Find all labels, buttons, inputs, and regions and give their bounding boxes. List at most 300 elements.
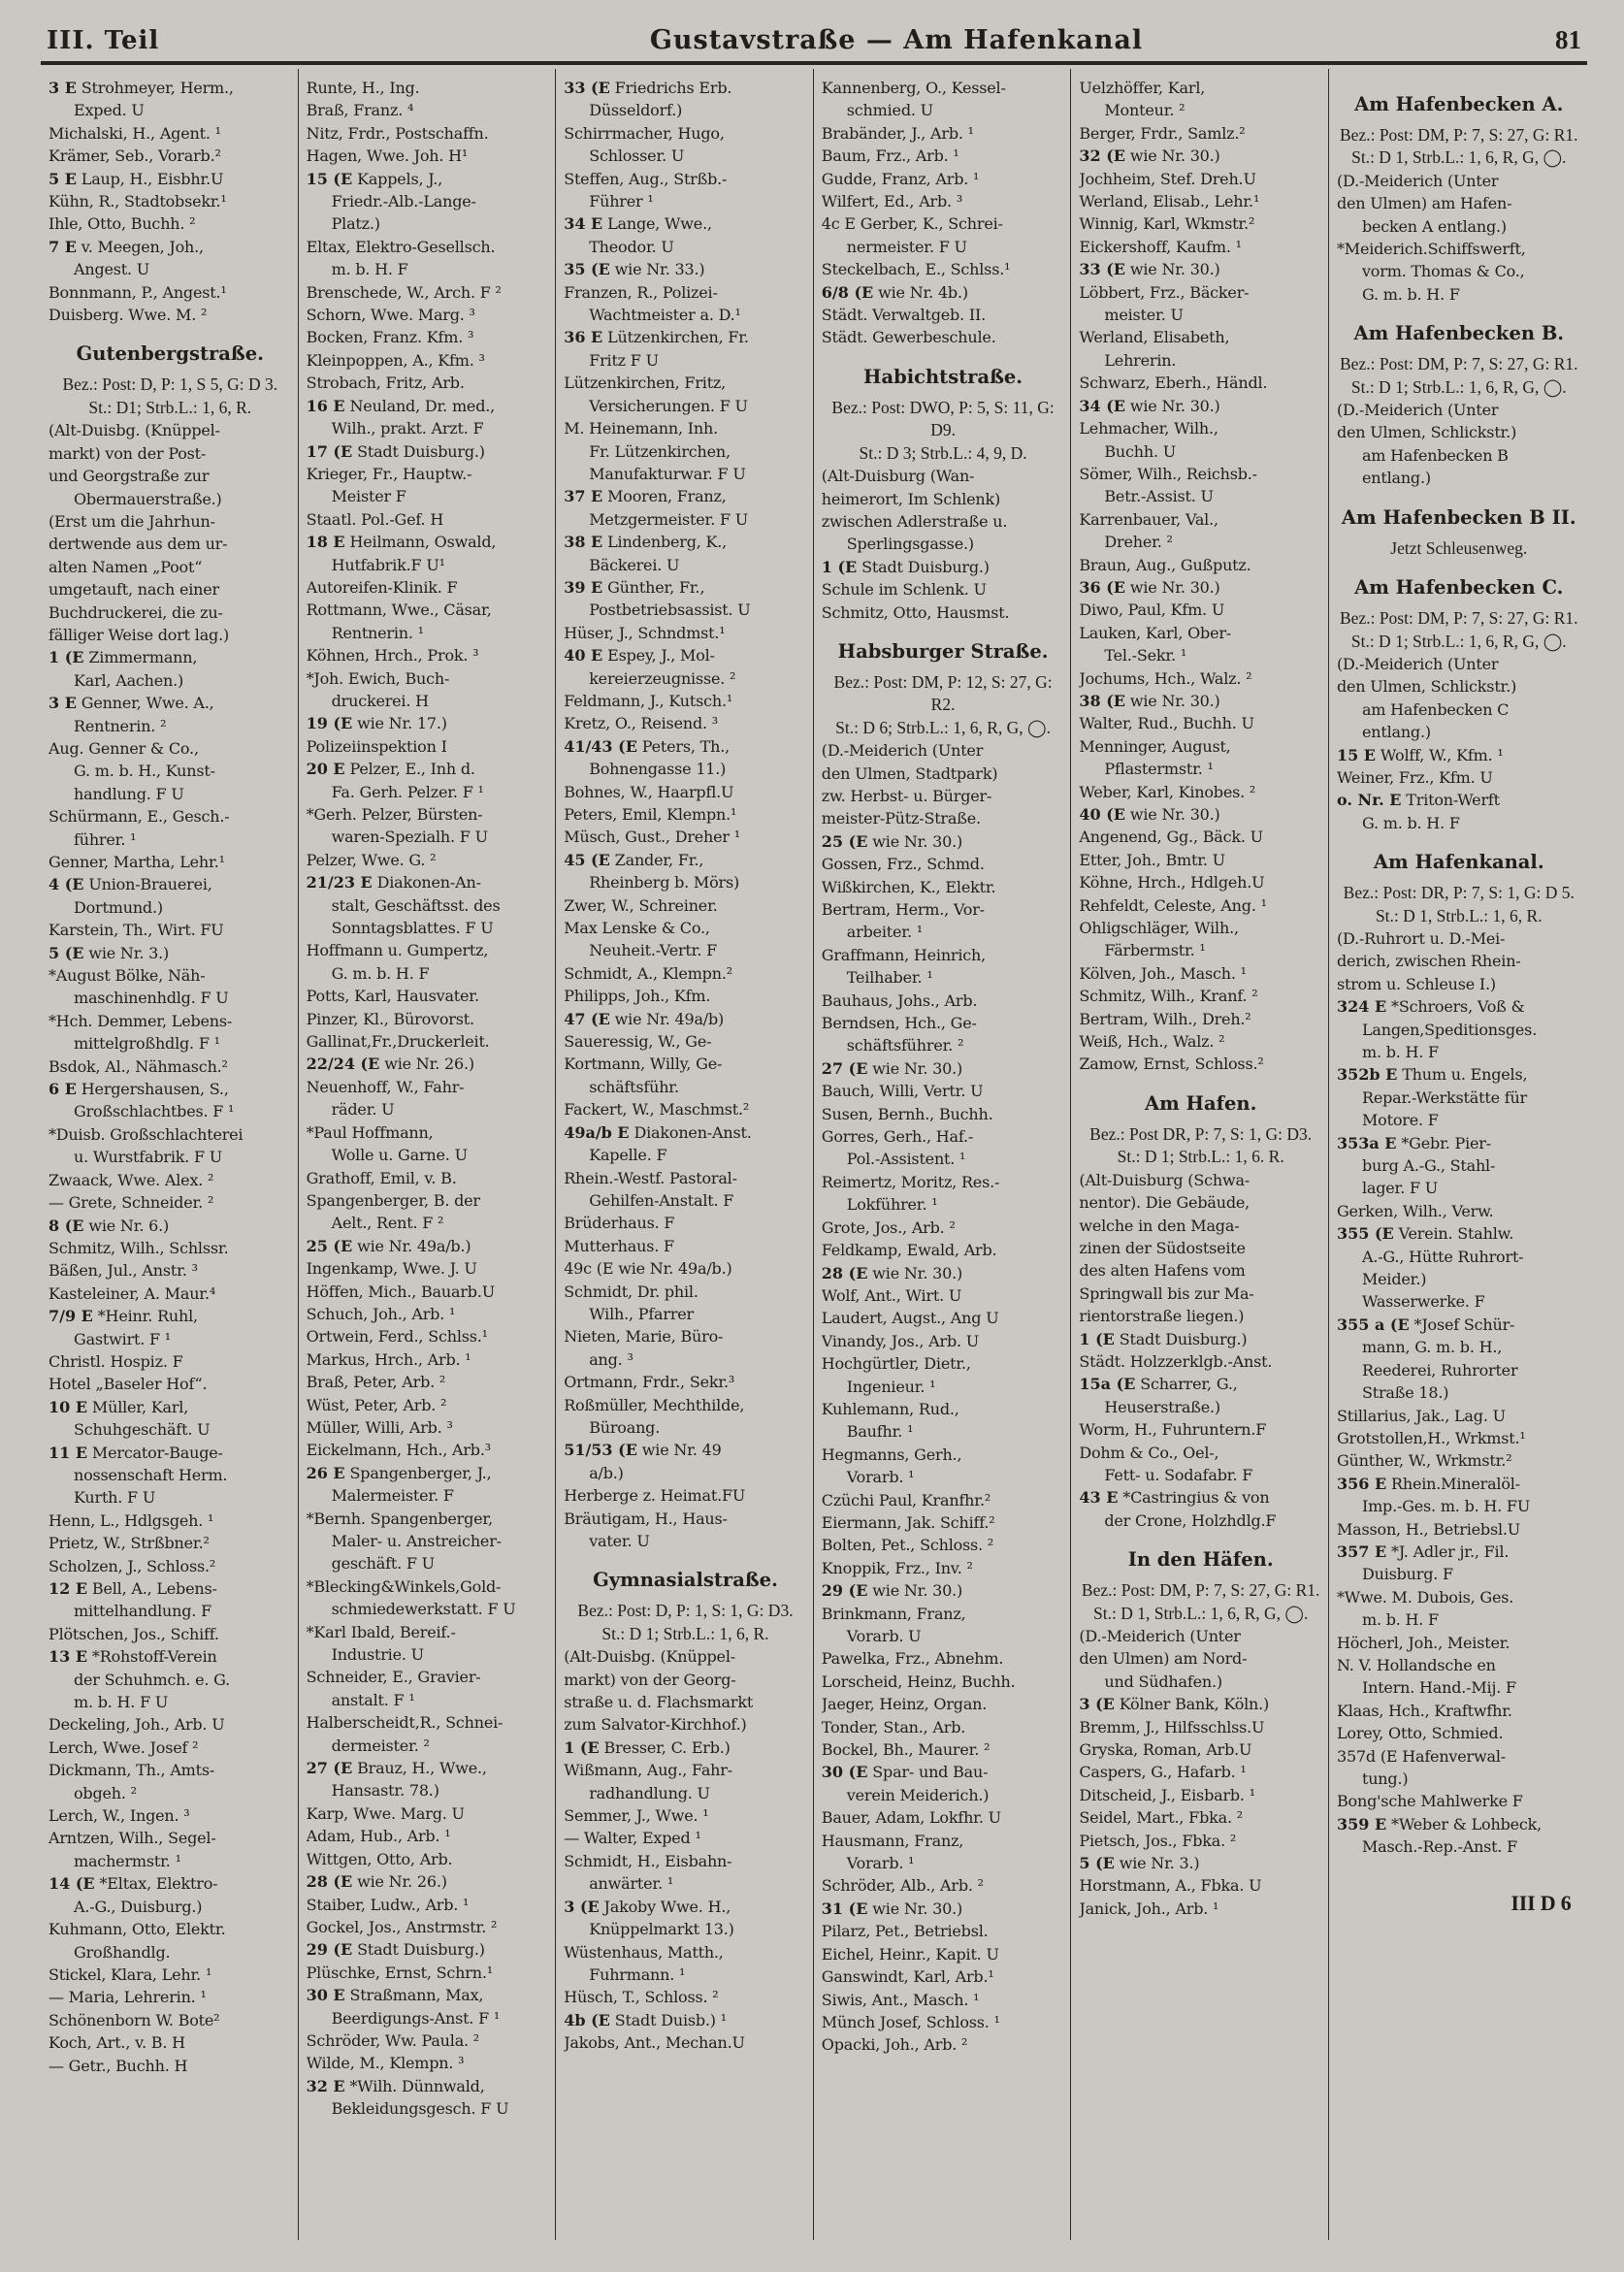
directory-line: anwärter. ¹ xyxy=(589,1874,674,1894)
directory-line: G. m. b. H. F xyxy=(1361,284,1460,304)
directory-line: meister-Pütz-Straße. xyxy=(821,809,981,828)
directory-line: 43 E *Castringius & von xyxy=(1079,1488,1270,1508)
directory-line: 29 (E Stadt Duisburg.) xyxy=(306,1940,485,1960)
directory-line: Schmidt, A., Klempn.² xyxy=(564,963,732,983)
directory-line: 34 E Lange, Wwe., xyxy=(564,214,712,234)
district-info-line: St.: D 1, Strb.L.: 1, 6, R, G, ◯. xyxy=(1351,147,1567,168)
directory-line: Caspers, G., Hafarb. ¹ xyxy=(1079,1763,1247,1782)
directory-line: Bohnes, W., Haarpfl.U xyxy=(564,782,734,801)
directory-line: Ditscheid, J., Eisbarb. ¹ xyxy=(1079,1785,1255,1804)
directory-line: Janick, Joh., Arb. ¹ xyxy=(1079,1899,1219,1918)
directory-line: Repar.-Werkstätte für xyxy=(1361,1087,1527,1107)
directory-line: führer. ¹ xyxy=(74,829,137,849)
directory-line: 357 E *J. Adler jr., Fil. xyxy=(1336,1542,1510,1561)
directory-line: Sonntagsblattes. F U xyxy=(331,919,494,938)
directory-line: Fackert, W., Maschmst.² xyxy=(564,1100,750,1120)
directory-line: Rehfeldt, Celeste, Ang. ¹ xyxy=(1079,895,1267,915)
directory-line: becken A entlang.) xyxy=(1361,216,1507,236)
directory-line: Zamow, Ernst, Schloss.² xyxy=(1079,1055,1264,1074)
directory-line: Jakobs, Ant., Mechan.U xyxy=(564,2033,745,2053)
directory-line: Masson, H., Betriebsl.U xyxy=(1336,1519,1521,1539)
directory-line: 1 (E Bresser, C. Erb.) xyxy=(564,1737,731,1757)
column-1 xyxy=(41,69,299,2240)
directory-line: 47 (E wie Nr. 49a/b) xyxy=(564,1009,725,1028)
directory-line: Laudert, Augst., Ang U xyxy=(821,1309,999,1328)
directory-line: räder. U xyxy=(331,1100,395,1120)
district-info-line: Bez.: Post DR, P: 7, S: 1, G: D3. xyxy=(1089,1123,1313,1144)
directory-line: Pawelka, Frz., Abnehm. xyxy=(821,1649,1004,1669)
directory-line: *August Bölke, Näh- xyxy=(49,966,206,986)
directory-line: *Wwe. M. Dubois, Ges. xyxy=(1336,1587,1514,1607)
directory-line: Bocken, Franz. Kfm. ³ xyxy=(306,328,474,347)
directory-line: Menninger, August, xyxy=(1079,736,1231,756)
directory-line: Lorey, Otto, Schmied. xyxy=(1336,1724,1504,1743)
directory-line: Potts, Karl, Hausvater. xyxy=(306,987,479,1006)
directory-line: m. b. H. F xyxy=(331,260,408,279)
directory-line: 357d (E Hafenverwal- xyxy=(1336,1746,1506,1766)
directory-line: G. m. b. H., Kunst- xyxy=(74,762,215,781)
directory-line: (D.-Meiderich (Unter xyxy=(1336,654,1499,673)
directory-line: Krieger, Fr., Hauptw.- xyxy=(306,464,472,483)
directory-line: Wolf, Ant., Wirt. U xyxy=(821,1285,962,1305)
directory-line: kereierzeugnisse. ² xyxy=(589,668,736,688)
directory-line: Neuenhoff, W., Fahr- xyxy=(306,1077,465,1096)
directory-line: Lehrerin. xyxy=(1104,350,1177,370)
directory-line: maschinenhdlg. F U xyxy=(74,989,229,1008)
directory-line: 3 (E Jakoby Wwe. H., xyxy=(564,1897,731,1916)
directory-line: Kölven, Joh., Masch. ¹ xyxy=(1079,963,1247,983)
directory-line: Kurth. F U xyxy=(74,1488,156,1508)
directory-line: (D.-Ruhrort u. D.-Mei- xyxy=(1336,928,1506,948)
directory-line: Städt. Holzzerklgb.-Anst. xyxy=(1079,1351,1273,1371)
directory-line: Bonnmann, P., Angest.¹ xyxy=(49,282,227,302)
directory-line: 12 E Bell, A., Lebens- xyxy=(49,1579,217,1598)
directory-line: 28 (E wie Nr. 26.) xyxy=(306,1872,447,1892)
directory-line: Städt. Verwaltgeb. II. xyxy=(821,306,986,325)
directory-line: 7/9 E *Heinr. Ruhl, xyxy=(49,1307,198,1326)
directory-line: 15 E Wolff, W., Kfm. ¹ xyxy=(1336,745,1504,764)
directory-line: Jaeger, Heinz, Organ. xyxy=(821,1695,988,1714)
directory-line: 8 (E wie Nr. 6.) xyxy=(49,1216,170,1235)
directory-line: Saueressig, W., Ge- xyxy=(564,1032,712,1052)
directory-line: m. b. H. F xyxy=(1361,1043,1439,1061)
directory-line: Scholzen, J., Schloss.² xyxy=(49,1556,216,1575)
directory-line: burg A.-G., Stahl- xyxy=(1361,1156,1496,1176)
directory-line: stalt, Geschäftsst. des xyxy=(331,895,501,915)
directory-line: Wilfert, Ed., Arb. ³ xyxy=(821,192,963,211)
directory-line: 30 (E Spar- und Bau- xyxy=(821,1763,989,1782)
directory-line: Michalski, H., Agent. ¹ xyxy=(49,123,221,143)
directory-line: 51/53 (E wie Nr. 49 xyxy=(564,1441,722,1460)
directory-line: (Alt-Duisbg. (Knüppel- xyxy=(49,421,220,440)
directory-line: Pilarz, Pet., Betriebsl. xyxy=(821,1922,989,1941)
directory-line: 29 (E wie Nr. 30.) xyxy=(821,1581,962,1601)
directory-line: (D.-Meiderich (Unter xyxy=(1336,171,1499,190)
directory-line: Baum, Frz., Arb. ¹ xyxy=(821,146,959,166)
directory-line: Rentnerin. ² xyxy=(74,716,167,735)
directory-line: 45 (E Zander, Fr., xyxy=(564,850,704,869)
directory-line: Schneider, E., Gravier- xyxy=(306,1668,481,1687)
district-info-line: St.: D 1, Strb.L.: 1, 6, R. xyxy=(1375,905,1543,925)
directory-line: geschäft. F U xyxy=(331,1554,435,1574)
directory-line: 20 E Pelzer, E., Inh d. xyxy=(306,760,475,779)
directory-line: Kasteleiner, A. Maur.⁴ xyxy=(49,1283,216,1303)
directory-line: Diwo, Paul, Kfm. U xyxy=(1079,600,1225,620)
directory-line: 32 E *Wilh. Dünnwald, xyxy=(306,2076,485,2095)
directory-line: nermeister. F U xyxy=(846,237,967,256)
directory-line: markt) von der Post- xyxy=(49,443,207,463)
directory-line: Motore. F xyxy=(1361,1111,1439,1130)
directory-line: Bäckerei. U xyxy=(589,555,680,574)
directory-line: 14 (E *Eltax, Elektro- xyxy=(49,1874,218,1894)
directory-line: radhandlung. U xyxy=(589,1783,710,1802)
directory-line: markt) von der Georg- xyxy=(564,1670,736,1689)
directory-line: A.-G., Duisburg.) xyxy=(74,1897,203,1916)
directory-line: Kretz, O., Reisend. ³ xyxy=(564,714,718,733)
directory-line: Kannenberg, O., Kessel- xyxy=(821,79,1006,97)
directory-line: Eickershoff, Kaufm. ¹ xyxy=(1079,237,1242,256)
directory-line: Versicherungen. F U xyxy=(589,396,748,415)
directory-line: Karstein, Th., Wirt. FU xyxy=(49,921,224,940)
page-number: 81 xyxy=(1555,25,1581,54)
directory-line: Hutfabrik.F U¹ xyxy=(331,555,445,574)
directory-line: Maler- u. Anstreicher- xyxy=(331,1532,502,1550)
directory-line: 18 E Heilmann, Oswald, xyxy=(306,533,497,552)
directory-line: Peters, Emil, Klempn.¹ xyxy=(564,805,737,824)
directory-line: Pelzer, Wwe. G. ² xyxy=(306,850,437,869)
directory-line: meister. U xyxy=(1104,306,1184,325)
directory-line: Meister F xyxy=(331,487,406,506)
directory-line: Gastwirt. F ¹ xyxy=(74,1329,172,1348)
directory-line: Schirrmacher, Hugo, xyxy=(564,123,725,143)
directory-line: Müsch, Gust., Dreher ¹ xyxy=(564,828,740,847)
directory-line: Philipps, Joh., Kfm. xyxy=(564,987,711,1006)
directory-line: 356 E Rhein.Mineralöl- xyxy=(1336,1474,1520,1493)
page-title: Gustavstraße — Am Hafenkanal xyxy=(649,25,1144,55)
directory-line: Bauhaus, Johs., Arb. xyxy=(821,990,978,1010)
directory-line: des alten Hafens vom xyxy=(1079,1261,1246,1281)
directory-line: Schlosser. U xyxy=(589,146,685,166)
directory-line: Berger, Frdr., Samlz.² xyxy=(1079,123,1246,143)
directory-line: Fuhrmann. ¹ xyxy=(589,1964,686,1984)
directory-line: Metzgermeister. F U xyxy=(589,509,749,529)
directory-line: Beerdigungs-Anst. F ¹ xyxy=(331,2008,501,2028)
directory-line: Günther, W., Wrkmstr.² xyxy=(1336,1451,1512,1471)
directory-line: Hansastr. 78.) xyxy=(331,1781,439,1801)
directory-line: Genner, Martha, Lehr.¹ xyxy=(49,853,225,871)
directory-line: Bertram, Wilh., Dreh.² xyxy=(1079,1009,1251,1028)
directory-line: Etter, Joh., Bmtr. U xyxy=(1079,850,1225,869)
directory-line: N. V. Hollandsche en xyxy=(1336,1655,1496,1674)
directory-line: *Gerh. Pelzer, Bürsten- xyxy=(306,805,483,824)
district-info-line: Bez.: Post: DM, P: 7, S: 27, G: R1. xyxy=(1340,608,1578,629)
directory-line: Jochheim, Stef. Dreh.U xyxy=(1079,169,1256,188)
directory-line: 30 E Straßmann, Max, xyxy=(306,1986,484,2005)
directory-line: G. m. b. H. F xyxy=(331,963,430,983)
directory-line: Fett- u. Sodafabr. F xyxy=(1104,1465,1253,1484)
directory-line: 19 (E wie Nr. 17.) xyxy=(306,714,447,733)
directory-line: 3 E Genner, Wwe. A., xyxy=(49,694,214,713)
directory-line: Gallinat,Fr.,Druckerleit. xyxy=(306,1032,490,1052)
directory-line: arbeiter. ¹ xyxy=(846,923,923,942)
directory-line: 4 (E Union-Brauerei, xyxy=(49,875,212,894)
directory-line: Strobach, Fritz, Arb. xyxy=(306,373,465,393)
directory-line: Wüst, Peter, Arb. ² xyxy=(306,1395,447,1414)
directory-line: Höcherl, Joh., Meister. xyxy=(1336,1633,1510,1652)
directory-line: 359 E *Weber & Lohbeck, xyxy=(1336,1814,1543,1834)
directory-line: Susen, Bernh., Buchh. xyxy=(821,1104,993,1123)
directory-line: 32 (E wie Nr. 30.) xyxy=(1079,146,1220,166)
directory-line: Berndsen, Hch., Ge- xyxy=(821,1014,977,1033)
directory-line: 1 (E Stadt Duisburg.) xyxy=(821,557,990,576)
directory-line: 324 E *Schroers, Voß & xyxy=(1336,997,1525,1017)
directory-line: Knüppelmarkt 13.) xyxy=(589,1920,734,1939)
header-rule xyxy=(41,61,1587,65)
directory-line: 38 (E wie Nr. 30.) xyxy=(1079,691,1220,710)
directory-line: Duisburg. F xyxy=(1361,1565,1453,1584)
directory-line: Werland, Elisab., Lehr.¹ xyxy=(1079,192,1260,211)
directory-line: Ortmann, Frdr., Sekr.³ xyxy=(564,1373,735,1392)
directory-line: Halberscheidt,R., Schnei- xyxy=(306,1713,503,1733)
directory-line: Führer ¹ xyxy=(589,192,654,211)
directory-line: Koch, Art., v. B. H xyxy=(49,2033,185,2053)
directory-line: Ihle, Otto, Buchh. ² xyxy=(49,214,196,234)
directory-line: 13 E *Rohstoff-Verein xyxy=(49,1647,217,1667)
column-4 xyxy=(814,69,1072,2240)
directory-line: Heuserstraße.) xyxy=(1104,1397,1220,1416)
directory-line: *Paul Hoffmann, xyxy=(306,1122,434,1142)
directory-line: Angest. U xyxy=(74,260,150,279)
directory-line: *Karl Ibald, Bereif.- xyxy=(306,1622,456,1641)
directory-line: und Georgstraße zur xyxy=(49,467,210,486)
directory-line: Hoffmann u. Gumpertz, xyxy=(306,941,489,960)
directory-line: Schule im Schlenk. U xyxy=(821,580,987,600)
directory-line: Hüsch, T., Schloss. ² xyxy=(564,1988,719,2007)
directory-line: Ingenkamp, Wwe. J. U xyxy=(306,1259,477,1279)
directory-line: Tel.-Sekr. ¹ xyxy=(1104,646,1187,665)
directory-line: Schröder, Alb., Arb. ² xyxy=(821,1876,984,1896)
directory-line: Gehilfen-Anstalt. F xyxy=(589,1190,734,1210)
directory-line: nossenschaft Herm. xyxy=(74,1465,228,1484)
directory-line: Knoppik, Frz., Inv. ² xyxy=(821,1558,973,1577)
directory-line: 16 E Neuland, Dr. med., xyxy=(306,396,496,415)
directory-line: Wittgen, Otto, Arb. xyxy=(306,1849,453,1868)
directory-line: Mutterhaus. F xyxy=(564,1236,674,1255)
district-info-line: Bez.: Post: DM, P: 12, S: 27, G: R2. xyxy=(833,671,1053,715)
directory-line: 36 (E wie Nr. 30.) xyxy=(1079,577,1220,597)
directory-line: zw. Herbst- u. Bürger- xyxy=(821,786,992,805)
directory-line: Ganswindt, Karl, Arb.¹ xyxy=(821,1967,994,1987)
directory-line: Krämer, Seb., Vorarb.² xyxy=(49,146,221,166)
directory-line: nentor). Die Gebäude, xyxy=(1079,1193,1250,1213)
directory-line: 6 E Hergershausen, S., xyxy=(49,1080,229,1099)
directory-line: Hausmann, Franz, xyxy=(821,1831,964,1850)
directory-line: 4b (E Stadt Duisb.) ¹ xyxy=(564,2010,727,2029)
directory-line: Eiermann, Jak. Schiff.² xyxy=(821,1512,995,1532)
directory-line: Pflastermstr. ¹ xyxy=(1104,760,1214,779)
directory-line: waren-Spezialh. F U xyxy=(331,828,488,847)
directory-line: Arntzen, Wilh., Segel- xyxy=(49,1829,216,1848)
printers-mark: III D 6 xyxy=(1510,1891,1572,1915)
directory-line: Lerch, Wwe. Josef ² xyxy=(49,1737,199,1757)
directory-line: Neuheit.-Vertr. F xyxy=(589,941,718,960)
directory-line: zwischen Adlerstraße u. xyxy=(821,511,1008,531)
directory-line: Straße 18.) xyxy=(1361,1383,1449,1403)
directory-line: m. b. H. F xyxy=(1361,1610,1439,1630)
directory-line: Roßmüller, Mechthilde, xyxy=(564,1395,745,1414)
directory-line: schmied. U xyxy=(846,101,933,120)
directory-line: Graffmann, Heinrich, xyxy=(821,945,987,964)
directory-line: Eickelmann, Hch., Arb.³ xyxy=(306,1441,491,1460)
directory-line: schmiedewerkstatt. F U xyxy=(331,1600,516,1619)
directory-line: am Hafenbecken C xyxy=(1361,699,1510,719)
directory-line: Löbbert, Frz., Bäcker- xyxy=(1079,282,1250,302)
directory-line: obgeh. ² xyxy=(74,1783,137,1802)
directory-line: den Ulmen) am Nord- xyxy=(1079,1649,1248,1669)
directory-line: Plötschen, Jos., Schiff. xyxy=(49,1624,219,1643)
directory-line: Höffen, Mich., Bauarb.U xyxy=(306,1282,495,1301)
directory-line: welche in den Maga- xyxy=(1079,1216,1240,1235)
directory-line: Schuhgeschäft. U xyxy=(74,1420,211,1440)
street-heading: Am Hafenbecken A. xyxy=(1354,93,1564,115)
directory-line: 22/24 (E wie Nr. 26.) xyxy=(306,1055,474,1074)
directory-line: Staiber, Ludw., Arb. ¹ xyxy=(306,1895,470,1914)
street-heading: Gutenbergstraße. xyxy=(76,342,264,366)
directory-line: Rottmann, Wwe., Cäsar, xyxy=(306,600,492,620)
directory-line: 31 (E wie Nr. 30.) xyxy=(821,1899,962,1918)
directory-line: Malermeister. F xyxy=(331,1486,454,1506)
directory-line: Dortmund.) xyxy=(74,897,163,917)
directory-line: Karp, Wwe. Marg. U xyxy=(306,1803,465,1823)
directory-line: Lehmacher, Wilh., xyxy=(1079,419,1218,438)
directory-line: Imp.-Ges. m. b. H. FU xyxy=(1361,1497,1531,1516)
directory-line: Schmitz, Wilh., Schlssr. xyxy=(49,1238,229,1257)
directory-line: *Joh. Ewich, Buch- xyxy=(306,668,450,688)
directory-line: Wilh., Pfarrer xyxy=(589,1304,694,1323)
directory-line: Karrenbauer, Val., xyxy=(1079,509,1218,529)
directory-line: Bsdok, Al., Nähmasch.² xyxy=(49,1056,228,1076)
directory-line: — Getr., Buchh. H xyxy=(49,2056,188,2075)
directory-line: a/b.) xyxy=(589,1463,624,1482)
directory-line: 26 E Spangenberger, J., xyxy=(306,1463,492,1482)
directory-line: entlang.) xyxy=(1361,723,1431,742)
directory-line: o. Nr. E Triton-Werft xyxy=(1336,791,1500,810)
directory-line: fälliger Weise dort lag.) xyxy=(49,625,230,644)
directory-line: rientorstraße liegen.) xyxy=(1079,1307,1245,1326)
directory-line: Worm, H., Fuhruntern.F xyxy=(1079,1420,1267,1440)
district-info-line: St.: D 1; Strb.L.: 1, 6, R, G, ◯. xyxy=(1350,376,1567,397)
directory-line: *Duisb. Großschlachterei xyxy=(49,1124,244,1144)
directory-line: den Ulmen) am Hafen- xyxy=(1336,194,1512,213)
directory-line: Rhein.-Westf. Pastoral- xyxy=(564,1168,737,1187)
directory-line: straße u. d. Flachsmarkt xyxy=(564,1693,754,1712)
directory-line: Karl, Aachen.) xyxy=(74,670,184,690)
directory-line: Bremm, J., Hilfsschlss.U xyxy=(1079,1717,1265,1736)
directory-line: Stickel, Klara, Lehr. ¹ xyxy=(49,1964,212,1984)
directory-line: Sömer, Wilh., Reichsb.- xyxy=(1079,464,1257,483)
directory-line: 1 (E Stadt Duisburg.) xyxy=(1079,1329,1248,1348)
directory-line: (Alt-Duisbg. (Knüppel- xyxy=(564,1647,735,1667)
directory-line: Weber, Karl, Kinobes. ² xyxy=(1079,782,1256,801)
district-info-line: Bez.: Post: DM, P: 7, S: 27, G: R1. xyxy=(1340,354,1578,374)
directory-line: Reederei, Ruhrorter xyxy=(1361,1360,1518,1379)
directory-line: Schönenborn W. Bote² xyxy=(49,2010,220,2029)
directory-line: strom u. Schleuse I.) xyxy=(1336,974,1496,993)
directory-line: Wolle u. Garne. U xyxy=(331,1146,468,1165)
directory-line: Weiß, Hch., Walz. ² xyxy=(1079,1032,1225,1052)
directory-line: Bäßen, Jul., Anstr. ³ xyxy=(49,1261,198,1281)
directory-line: Ortwein, Ferd., Schlss.¹ xyxy=(306,1327,488,1347)
directory-line: Klaas, Hch., Kraftwfhr. xyxy=(1336,1701,1512,1720)
directory-line: Teilhaber. ¹ xyxy=(846,968,933,988)
directory-line: Herberge z. Heimat.FU xyxy=(564,1486,746,1506)
directory-line: Lorscheid, Heinz, Buchh. xyxy=(821,1672,1016,1691)
directory-line: Kühn, R., Stadtobsekr.¹ xyxy=(49,192,227,211)
directory-line: 15 (E Kappels, J., xyxy=(306,169,442,188)
directory-line: Uelzhöffer, Karl, xyxy=(1079,79,1206,97)
directory-line: Monteur. ² xyxy=(1104,101,1186,120)
directory-line: 34 (E wie Nr. 30.) xyxy=(1079,396,1220,415)
directory-line: Bauer, Adam, Lokfhr. U xyxy=(821,1808,1001,1828)
district-info-line: Bez.: Post: DWO, P: 5, S: 11, G: D9. xyxy=(831,397,1055,440)
directory-line: Nieten, Marie, Büro- xyxy=(564,1327,724,1347)
directory-line: Pol.-Assistent. ¹ xyxy=(846,1150,966,1169)
directory-line: Christl. Hospiz. F xyxy=(49,1351,183,1371)
directory-line: dermeister. ² xyxy=(331,1736,430,1755)
directory-line: Bong'sche Mahlwerke F xyxy=(1336,1792,1523,1811)
directory-line: 10 E Müller, Karl, xyxy=(49,1397,189,1416)
directory-line: derich, zwischen Rhein- xyxy=(1336,952,1521,971)
directory-line: handlung. F U xyxy=(74,784,184,803)
district-info-line: Bez.: Post: DM, P: 7, S: 27, G: R1. xyxy=(1081,1580,1320,1601)
directory-line: Winnig, Karl, Wkmstr.² xyxy=(1079,214,1255,234)
directory-line: Fritz F U xyxy=(589,350,659,370)
street-heading: Habichtstraße. xyxy=(863,365,1023,388)
directory-line: Fa. Gerh. Pelzer. F ¹ xyxy=(331,782,484,801)
directory-line: 7 E v. Meegen, Joh., xyxy=(49,237,204,256)
district-info-line: Bez.: Post: D, P: 1, S 5, G: D 3. xyxy=(62,374,278,395)
directory-line: schäftsführer. ² xyxy=(846,1036,964,1055)
directory-line: Ingenieur. ¹ xyxy=(846,1377,936,1396)
directory-line: Braß, Franz. ⁴ xyxy=(306,101,414,120)
directory-line: der Crone, Holzhdlg.F xyxy=(1104,1510,1277,1530)
directory-line: Köhne, Hrch., Hdlgeh.U xyxy=(1079,873,1265,893)
directory-line: Zwaack, Wwe. Alex. ² xyxy=(49,1170,214,1189)
directory-line: Manufakturwar. F U xyxy=(589,464,746,483)
directory-line: Henn, L., Hdlgsgeh. ¹ xyxy=(49,1510,214,1530)
directory-line: Obermauerstraße.) xyxy=(74,489,222,508)
directory-line: Kortmann, Willy, Ge- xyxy=(564,1055,723,1074)
directory-line: Braun, Aug., Gußputz. xyxy=(1079,555,1251,574)
directory-line: (D.-Meiderich (Unter xyxy=(1336,401,1499,420)
directory-line: Braß, Peter, Arb. ² xyxy=(306,1373,446,1392)
directory-line: den Ulmen, Schlickstr.) xyxy=(1336,423,1517,442)
directory-line: Hagen, Wwe. Joh. H¹ xyxy=(306,146,469,166)
directory-line: 11 E Mercator-Bauge- xyxy=(49,1443,223,1462)
directory-line: Brüderhaus. F xyxy=(564,1214,675,1233)
district-info-line: St.: D1; Strb.L.: 1, 6, R. xyxy=(88,397,252,417)
directory-line: Schmitz, Wilh., Kranf. ² xyxy=(1079,987,1258,1006)
directory-line: den Ulmen, Stadtpark) xyxy=(821,763,998,783)
directory-line: Betr.-Assist. U xyxy=(1104,487,1214,506)
directory-line: Schmidt, Dr. phil. xyxy=(564,1282,698,1301)
district-info-line: St.: D 1; Strb.L.: 1, 6, R, G, ◯. xyxy=(1350,631,1567,651)
directory-line: Gossen, Frz., Schmd. xyxy=(821,855,985,874)
directory-line: Brinkmann, Franz, xyxy=(821,1604,966,1623)
directory-line: Zwer, W., Schreiner. xyxy=(564,895,718,915)
directory-line: 4c E Gerber, K., Schrei- xyxy=(821,214,1003,234)
directory-line: Bauch, Willi, Vertr. U xyxy=(821,1082,984,1101)
